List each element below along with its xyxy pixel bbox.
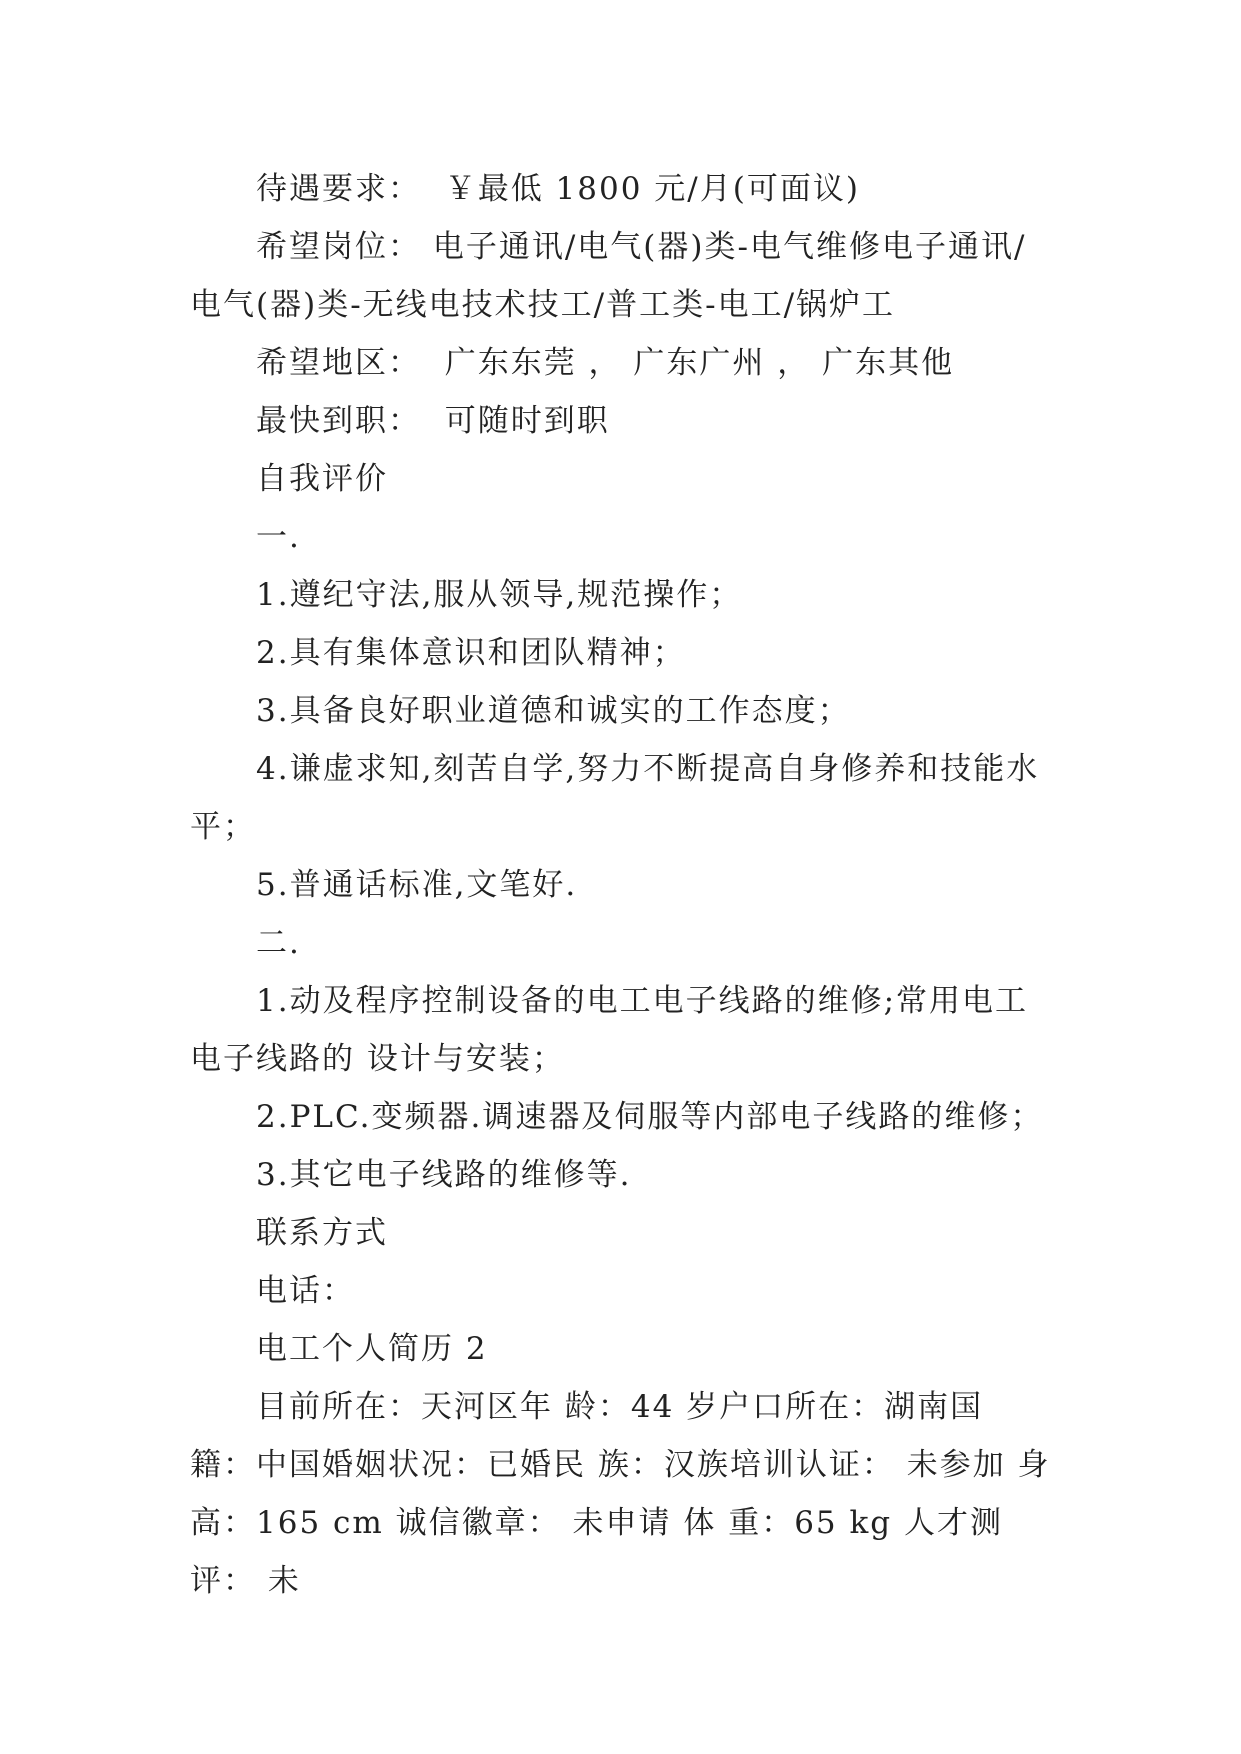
section-heading-contact: 联系方式 <box>256 1215 388 1251</box>
list-item: 3.具备良好职业道德和诚实的工作态度； <box>256 693 851 729</box>
resume-body <box>190 160 1052 1610</box>
list-item: 2.具有集体意识和团队精神； <box>256 635 686 671</box>
earliest-start: 最快到职： 可随时到职 <box>256 403 610 439</box>
phone-label: 电话： <box>256 1273 355 1309</box>
list-item: 4.谦虚求知,刻苦自学,努力不断提高自身修养和技能水平； <box>190 751 1040 845</box>
list-item: 2.PLC.变频器.调速器及伺服等内部电子线路的维修； <box>256 1099 1044 1135</box>
list-item: 1.动及程序控制设备的电工电子线路的维修;常用电工电子线路的 设计与安装； <box>190 983 1029 1077</box>
list-item: 5.普通话标准,文笔好. <box>256 867 578 903</box>
desired-region: 希望地区： 广东东莞 ， 广东广州 ， 广东其他 <box>256 345 955 381</box>
desired-position: 希望岗位： 电子通讯/电气(器)类-电气维修电子通讯/电气(器)类-无线电技术技工/普工类-电工/锅炉工 <box>190 229 1027 323</box>
personal-info: 目前所在：天河区年 龄：44 岁户口所在：湖南国 籍：中国婚姻状况：已婚民 族：汉族培训认证： 未参加 身 高：165 cm 诚信徽章： 未申请 体 重：65 kg 人才测评： 未 <box>190 1389 1051 1599</box>
salary-requirement: 待遇要求： ￥最低 1800 元/月(可面议) <box>256 171 860 207</box>
section-heading-self-evaluation: 自我评价 <box>256 461 388 497</box>
resume-title: 电工个人简历 2 <box>256 1331 488 1367</box>
list-item: 1.遵纪守法,服从领导,规范操作； <box>256 577 743 613</box>
list-item: 3.其它电子线路的维修等. <box>256 1157 632 1193</box>
list-heading-two: 二. <box>256 925 301 961</box>
list-heading-one: 一. <box>256 519 301 555</box>
